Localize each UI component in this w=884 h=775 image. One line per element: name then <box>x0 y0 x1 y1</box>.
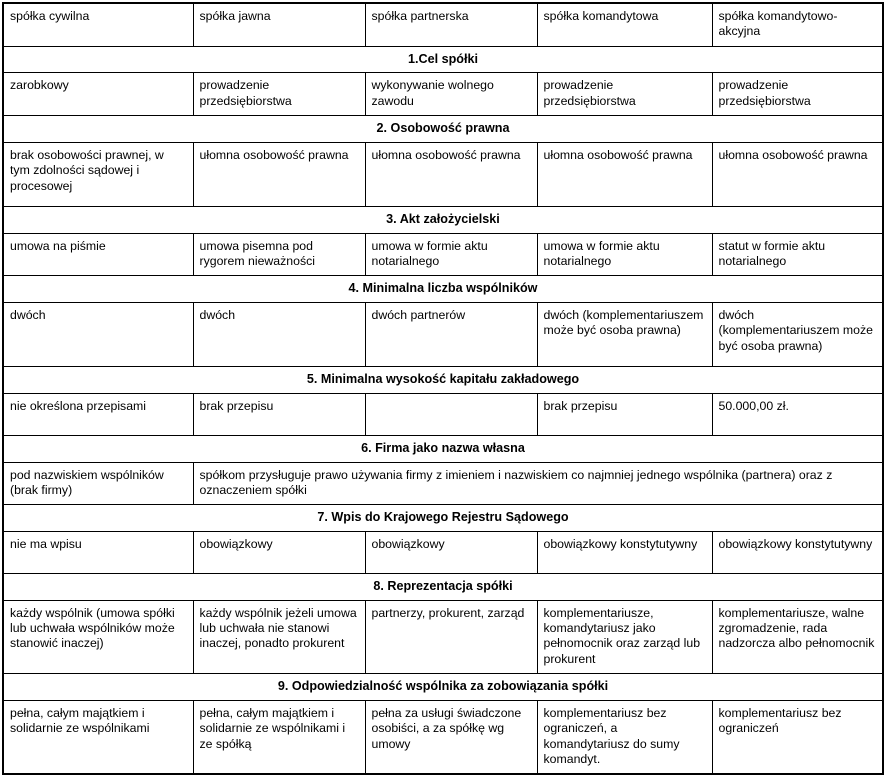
cell: umowa w formie aktu notarialnego <box>537 233 712 276</box>
cell: pełna za usługi świadczone osobiści, a za spółkę wg umowy <box>365 700 537 774</box>
cell: brak przepisu <box>537 393 712 435</box>
section-header-row <box>3 276 883 303</box>
section-header-row <box>3 674 883 701</box>
section-title-wpis-do-krs: 7. Wpis do Krajowego Rejestru Sądowego <box>3 505 883 532</box>
table-row <box>3 142 883 206</box>
table-header <box>3 3 883 46</box>
table-row <box>3 462 883 505</box>
cell: każdy wspólnik jeżeli umowa lub uchwała nie stanowi inaczej, ponadto prokurent <box>193 600 365 673</box>
cell: prowadzenie przedsiębiorstwa <box>537 73 712 116</box>
section-title-reprezentacja-spolki: 8. Reprezentacja spółki <box>3 574 883 601</box>
section-title-akt-zalozycielski: 3. Akt założycielski <box>3 206 883 233</box>
cell <box>365 393 537 435</box>
cell: każdy wspólnik (umowa spółki lub uchwała wspólników może stanowić inaczej) <box>3 600 193 673</box>
table-header-row <box>3 3 883 46</box>
cell: dwóch partnerów <box>365 303 537 367</box>
cell: brak osobowości prawnej, w tym zdolności sądowej i procesowej <box>3 142 193 206</box>
cell: obowiązkowy <box>193 532 365 574</box>
section-title-cel-spolki: 1.Cel spółki <box>3 46 883 73</box>
cell: dwóch (komplementariuszem może być osoba prawna) <box>712 303 883 367</box>
section-header-row <box>3 46 883 73</box>
section-title-odpowiedzialnosc-wspolnika: 9. Odpowiedzialność wspólnika za zobowiązania spółki <box>3 674 883 701</box>
cell: obowiązkowy <box>365 532 537 574</box>
column-header-spolka-partnerska: spółka partnerska <box>365 3 537 46</box>
cell: umowa pisemna pod rygorem nieważności <box>193 233 365 276</box>
cell: umowa w formie aktu notarialnego <box>365 233 537 276</box>
table-row <box>3 73 883 116</box>
cell: dwóch <box>3 303 193 367</box>
cell: prowadzenie przedsiębiorstwa <box>193 73 365 116</box>
cell: ułomna osobowość prawna <box>712 142 883 206</box>
section-header-row <box>3 574 883 601</box>
section-header-row <box>3 435 883 462</box>
cell: dwóch (komplementariuszem może być osoba prawna) <box>537 303 712 367</box>
table-row <box>3 303 883 367</box>
cell: nie określona przepisami <box>3 393 193 435</box>
company-types-comparison-table <box>2 2 884 775</box>
cell: komplementariusz bez ograniczeń <box>712 700 883 774</box>
cell: 50.000,00 zł. <box>712 393 883 435</box>
cell: obowiązkowy konstytutywny <box>712 532 883 574</box>
cell: pełna, całym majątkiem i solidarnie ze wspólnikami <box>3 700 193 774</box>
table-row <box>3 700 883 774</box>
table-row <box>3 600 883 673</box>
cell: dwóch <box>193 303 365 367</box>
table-row <box>3 393 883 435</box>
table-row <box>3 532 883 574</box>
section-header-row <box>3 206 883 233</box>
cell: komplementariusze, walne zgromadzenie, rada nadzorcza albo pełnomocnik <box>712 600 883 673</box>
cell: partnerzy, prokurent, zarząd <box>365 600 537 673</box>
cell: komplementariusz bez ograniczeń, a komandytariusz do sumy komandyt. <box>537 700 712 774</box>
table-body <box>3 46 883 774</box>
cell: nie ma wpisu <box>3 532 193 574</box>
cell: zarobkowy <box>3 73 193 116</box>
section-title-minimalna-liczba-wspolnikow: 4. Minimalna liczba wspólników <box>3 276 883 303</box>
column-header-spolka-komandytowa: spółka komandytowa <box>537 3 712 46</box>
cell: komplementariusze, komandytariusz jako pełnomocnik oraz zarząd lub prokurent <box>537 600 712 673</box>
cell: statut w formie aktu notarialnego <box>712 233 883 276</box>
column-header-spolka-jawna: spółka jawna <box>193 3 365 46</box>
column-header-spolka-komandytowo-akcyjna: spółka komandytowo-akcyjna <box>712 3 883 46</box>
cell: pod nazwiskiem wspólników (brak firmy) <box>3 462 193 505</box>
cell: umowa na piśmie <box>3 233 193 276</box>
section-header-row <box>3 367 883 394</box>
section-header-row <box>3 505 883 532</box>
cell-merged: spółkom przysługuje prawo używania firmy z imieniem i nazwiskiem co najmniej jednego wspólnika (partnera) oraz z oznaczeniem spółki <box>193 462 883 505</box>
cell: ułomna osobowość prawna <box>365 142 537 206</box>
cell: obowiązkowy konstytutywny <box>537 532 712 574</box>
column-header-spolka-cywilna: spółka cywilna <box>3 3 193 46</box>
cell: brak przepisu <box>193 393 365 435</box>
section-title-osobowosc-prawna: 2. Osobowość prawna <box>3 116 883 143</box>
section-header-row <box>3 116 883 143</box>
cell: pełna, całym majątkiem i solidarnie ze wspólnikami i ze spółką <box>193 700 365 774</box>
cell: wykonywanie wolnego zawodu <box>365 73 537 116</box>
section-title-minimalna-wysokosc-kapitalu: 5. Minimalna wysokość kapitału zakładowego <box>3 367 883 394</box>
cell: ułomna osobowość prawna <box>193 142 365 206</box>
cell: prowadzenie przedsiębiorstwa <box>712 73 883 116</box>
cell: ułomna osobowość prawna <box>537 142 712 206</box>
table-row <box>3 233 883 276</box>
section-title-firma-jako-nazwa-wlasna: 6. Firma jako nazwa własna <box>3 435 883 462</box>
